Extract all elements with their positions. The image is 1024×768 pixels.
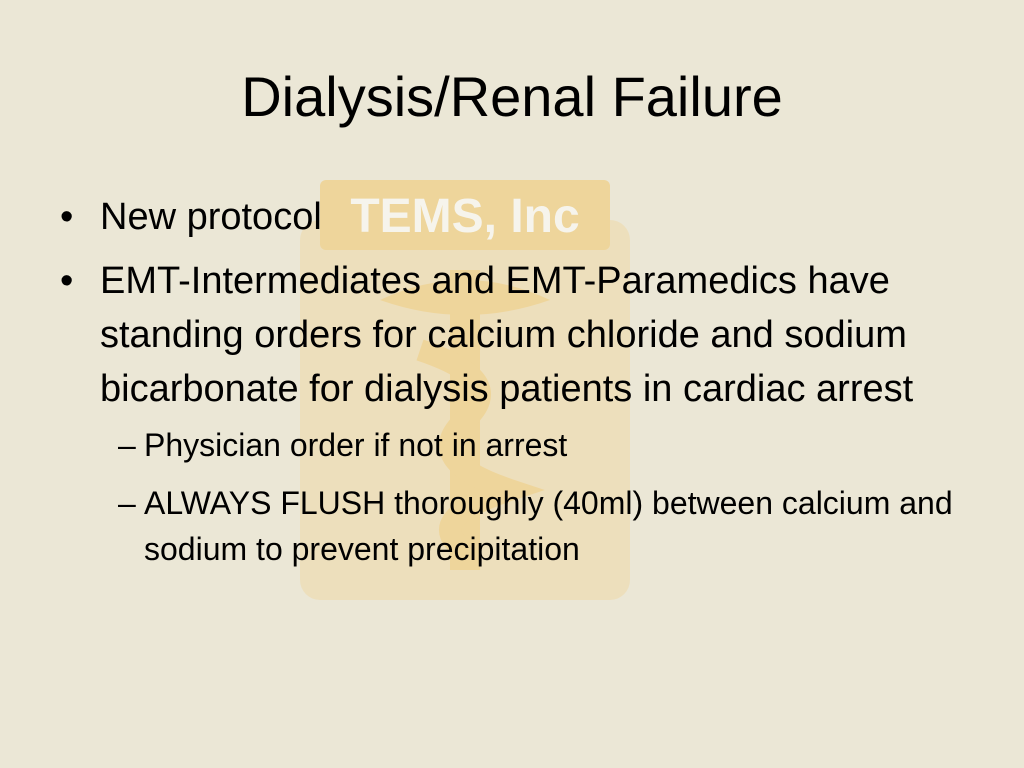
- bullet-text: New protocol: [100, 196, 322, 238]
- watermark-text: TEMS, Inc: [350, 190, 580, 243]
- bullet-icon: •: [60, 196, 74, 238]
- dash-icon: –: [118, 485, 136, 521]
- bullet-item: [56, 254, 956, 572]
- sub-bullet-text: Physician order if not in arrest: [144, 427, 568, 463]
- sub-bullet-item: [100, 480, 956, 572]
- slide-title: Dialysis/Renal Failure: [241, 65, 783, 128]
- sub-bullet-item: [100, 422, 956, 468]
- bullet-icon: •: [60, 260, 74, 302]
- bullet-list: [56, 190, 956, 584]
- bullet-item: [56, 190, 956, 244]
- dash-icon: –: [118, 427, 136, 463]
- sub-bullet-list: [100, 422, 956, 572]
- sub-bullet-text: ALWAYS FLUSH thoroughly (40ml) between calcium and sodium to prevent precipitation: [144, 485, 953, 567]
- bullet-text: EMT-Intermediates and EMT-Paramedics have standing orders for calcium chloride and sodium bicarbonate for dialysis patients in cardiac arrest: [100, 260, 914, 410]
